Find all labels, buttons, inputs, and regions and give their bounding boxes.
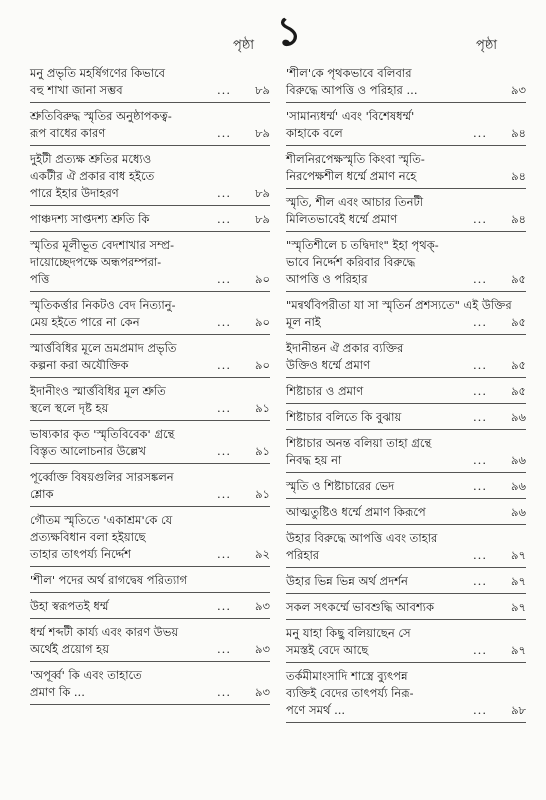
toc-leader-dots: ... — [473, 315, 487, 329]
toc-entry-text: উহার বিরুদ্ধে আপত্তি এবং তাহার — [286, 531, 438, 545]
toc-entry — [30, 234, 270, 292]
toc-entry — [30, 423, 270, 464]
toc-entry-last-line — [286, 409, 526, 426]
toc-entry-text: স্মার্ত্তবিধির মূলে ভ্রমপ্রমাদ প্রভৃতি — [30, 341, 177, 355]
toc-page-number: ৯৭ — [511, 643, 526, 657]
toc-entry-text: দুইটী প্রত্যক্ষ শ্রুতির মধ্যেও — [30, 152, 152, 166]
toc-entry-text: একটীর ঐ প্রকার বাধ হইতে — [30, 169, 155, 183]
toc-entry-text: 'শীল'কে পৃথকভাবে বলিবার — [286, 66, 412, 80]
toc-entry-last-line — [286, 357, 526, 374]
toc-entry-text: উহার ভিন্ন ভিন্ন অর্থ প্রদর্শন — [286, 574, 408, 588]
toc-entry-text: পত্তি — [30, 272, 50, 286]
toc-entry-text: স্মৃতি, শীল এবং আচার তিনটী — [286, 195, 424, 209]
page-header — [0, 0, 546, 60]
toc-entry-text: প্রমাণ কি ... — [30, 685, 85, 699]
toc-entry — [286, 234, 526, 292]
toc-leader-dots: ... — [217, 83, 231, 97]
toc-page-number: ৯৭ — [511, 548, 526, 562]
toc-entry — [30, 664, 270, 705]
toc-page-number: ৮৯ — [255, 126, 270, 140]
toc-leader-dots: ... — [217, 358, 231, 372]
toc-leader-dots: ... — [217, 186, 231, 200]
toc-entry-text: স্মৃতি ও শিষ্টাচারের ভেদ — [286, 479, 395, 493]
toc-page-number: ৯৭ — [511, 574, 526, 588]
toc-entry-text: "মন্বর্থবিপরীতা যা সা স্মৃতির্ন প্রশস্যতে" এই উক্তির — [286, 298, 512, 312]
toc-leader-dots: ... — [217, 212, 231, 226]
toc-leader-dots: ... — [473, 126, 487, 140]
toc-entry-text: পূর্ব্বোক্ত বিষয়গুলির সারসঙ্কলন — [30, 470, 174, 484]
toc-page-number: ৯০ — [255, 358, 270, 372]
toc-entry — [30, 62, 270, 103]
toc-page-number: ৯৪ — [511, 169, 526, 183]
toc-entry-text: 'সামান্যধর্ম্ম' এবং 'বিশেষধর্ম্ম' — [286, 109, 415, 123]
toc-entry-text: উক্তিও ধর্ম্মে প্রমাণ — [286, 358, 371, 372]
toc-entry-last-line — [30, 82, 270, 99]
toc-leader-dots: ... — [217, 401, 231, 415]
toc-page-number: ৯১ — [255, 444, 270, 458]
toc-entry — [286, 406, 526, 430]
header-page-label-left: পৃষ্ঠা — [233, 38, 255, 53]
toc-page-number: ৯৮ — [511, 703, 526, 717]
toc-entry-text: শিষ্টাচার বলিতে কি বুঝায় — [286, 410, 402, 424]
toc-entry — [286, 501, 526, 525]
toc-entry — [30, 380, 270, 421]
toc-entry-last-line — [286, 211, 526, 228]
toc-entry — [286, 596, 526, 620]
toc-entry — [30, 621, 270, 662]
toc-page-number: ৯৬ — [511, 479, 526, 493]
toc-entry-last-line — [30, 546, 270, 563]
right-column — [286, 62, 526, 725]
toc-entry-text: কল্পনা করা অযৌক্তিক — [30, 358, 129, 372]
toc-entry-text: ভাষ্যকার কৃত 'স্মৃতিবিবেক' গ্রন্থে — [30, 427, 175, 441]
toc-entry-text: নিরপেক্ষশীল ধর্ম্মে প্রমাণ নহে — [286, 169, 417, 183]
toc-page-number: ৯৩ — [255, 685, 270, 699]
toc-entry-text: প্রত্যক্ষবিধান বলা হইয়াছে — [30, 530, 146, 544]
toc-entry — [286, 432, 526, 473]
toc-page-number: ৯৫ — [511, 358, 526, 372]
toc-entry-last-line — [286, 599, 526, 616]
toc-entry — [30, 294, 270, 335]
toc-entry-last-line — [30, 641, 270, 658]
toc-entry-text: মিলিতভাবেই ধর্ম্মে প্রমাণ — [286, 212, 398, 226]
toc-entry — [286, 62, 526, 103]
toc-entry-last-line — [286, 573, 526, 590]
toc-entry — [286, 294, 526, 335]
toc-leader-dots: ... — [217, 599, 231, 613]
toc-entry-last-line — [30, 271, 270, 288]
toc-leader-dots: ... — [473, 358, 487, 372]
toc-leader-dots: ... — [217, 315, 231, 329]
toc-entry-last-line — [286, 125, 526, 142]
toc-entry — [30, 208, 270, 232]
toc-entry-text: "স্মৃতিশীলে চ তদ্বিদাং" ইহা পৃথক্- — [286, 238, 439, 252]
contents-columns — [30, 62, 526, 725]
toc-leader-dots: ... — [473, 212, 487, 226]
toc-entry-text: ভাবে নির্দ্দেশ করিবার বিরুদ্ধে — [286, 255, 416, 269]
toc-page-number: ৯৩ — [511, 83, 526, 97]
toc-entry-last-line — [286, 168, 526, 185]
toc-leader-dots: ... — [473, 272, 487, 286]
toc-entry-last-line — [30, 684, 270, 701]
toc-entry-text: ব্যক্তিই বেদের তাৎপর্য্য নিরূ- — [286, 686, 414, 700]
toc-entry — [30, 509, 270, 567]
toc-entry-text: বিস্তৃত আলোচনার উল্লেখ — [30, 444, 146, 458]
toc-leader-dots: ... — [473, 548, 487, 562]
toc-entry-last-line — [30, 125, 270, 142]
toc-page-number: ৯৫ — [511, 384, 526, 398]
toc-entry-text: শ্লোক — [30, 487, 54, 501]
toc-leader-dots: ... — [473, 574, 487, 588]
toc-entry-text: শীলনিরপেক্ষস্মৃতি কিংবা স্মৃতি- — [286, 152, 425, 166]
toc-entry-last-line — [286, 702, 526, 719]
toc-entry-text: অর্থেই প্রয়োগ হয় — [30, 642, 109, 656]
toc-entry-text: বহু শাখা জানা সম্ভব — [30, 83, 123, 97]
toc-entry-last-line — [286, 271, 526, 288]
toc-page-number: ৯২ — [255, 547, 270, 561]
toc-entry-last-line — [286, 383, 526, 400]
toc-entry-last-line — [286, 452, 526, 469]
toc-entry-last-line — [30, 598, 270, 615]
toc-leader-dots: ... — [217, 126, 231, 140]
toc-entry-last-line — [286, 547, 526, 564]
toc-entry-text: আপত্তি ও পরিহার — [286, 272, 368, 286]
toc-entry-last-line — [286, 642, 526, 659]
toc-entry-last-line — [30, 400, 270, 417]
toc-entry — [286, 380, 526, 404]
toc-entry — [30, 105, 270, 146]
toc-page-number: ৯৩ — [255, 642, 270, 656]
header-page-label-right: পৃষ্ঠা — [476, 38, 498, 53]
toc-entry-text: তাহার তাৎপর্য্য নির্দ্দেশ — [30, 547, 131, 561]
toc-entry-text: মনু যাহা কিছু বলিয়াছেন সে — [286, 626, 411, 640]
toc-entry-text: ইদানীন্তন ঐ প্রকার ব্যক্তির — [286, 341, 404, 355]
toc-entry-text: দায়োচ্ছেদপক্ষে অন্ধপরম্পরা- — [30, 255, 162, 269]
toc-entry — [30, 466, 270, 507]
toc-entry — [30, 569, 270, 593]
toc-entry-text: সকল সৎকর্ম্মে ভাবশুদ্ধি আবশ্যক — [286, 600, 435, 614]
toc-entry — [286, 527, 526, 568]
toc-entry-text: মনু প্রভৃতি মহর্ষিগণের কিভাবে — [30, 66, 166, 80]
toc-entry — [286, 191, 526, 232]
toc-entry-text: ধর্ম্ম শব্দটী কার্য্য এবং কারণ উভয় — [30, 625, 179, 639]
toc-page-number: ৯০ — [255, 315, 270, 329]
toc-entry-text: মূল নাই — [286, 315, 321, 329]
toc-entry-text: 'অপূর্ব্ব' কি এবং তাহাতে — [30, 668, 142, 682]
toc-entry-last-line — [286, 504, 526, 521]
toc-leader-dots: ... — [217, 547, 231, 561]
toc-entry-text: পণে সমর্থ ... — [286, 703, 346, 717]
toc-entry-text: ইদানীংও স্মার্ত্তবিধির মূল শ্রুতি — [30, 384, 166, 398]
toc-leader-dots: ... — [217, 642, 231, 656]
toc-entry — [286, 570, 526, 594]
toc-entry — [286, 105, 526, 146]
page-number: ১ — [276, 8, 302, 55]
toc-leader-dots: ... — [473, 453, 487, 467]
toc-entry-text: পারে ইহার উদাহরণ — [30, 186, 119, 200]
toc-entry-text: তর্কমীমাংসাদি শাস্ত্রে ব্যুৎপন্ন — [286, 669, 408, 683]
toc-page-number: ৯৩ — [255, 599, 270, 613]
toc-page-number: ৮৯ — [255, 186, 270, 200]
toc-entry-text: 'শীল' পদের অর্থ রাগদ্বেষ পরিত্যাগ — [30, 573, 188, 587]
left-column — [30, 62, 270, 725]
toc-entry-text: শিষ্টাচার ও প্রমাণ — [286, 384, 364, 398]
toc-entry-text: মেয় হইতে পারে না কেন — [30, 315, 140, 329]
toc-entry-text: রূপ বাধের কারণ — [30, 126, 106, 140]
toc-page-number: ৯৬ — [511, 453, 526, 467]
toc-entry-text: শিষ্টাচার অনন্ত বলিয়া তাহা গ্রন্থে — [286, 436, 432, 450]
toc-entry — [30, 148, 270, 206]
toc-entry — [286, 148, 526, 189]
toc-page-number: ৯১ — [255, 487, 270, 501]
toc-entry-last-line — [30, 314, 270, 331]
toc-entry-text: আত্মতুষ্টিও ধর্ম্মে প্রমাণ কিরূপে — [286, 505, 426, 519]
toc-page-number: ৮৯ — [255, 83, 270, 97]
toc-entry-last-line — [30, 357, 270, 374]
toc-entry — [286, 337, 526, 378]
toc-entry-last-line — [30, 443, 270, 460]
toc-leader-dots: ... — [473, 643, 487, 657]
toc-entry — [286, 475, 526, 499]
toc-page-number: ৯৬ — [511, 505, 526, 519]
toc-leader-dots: ... — [473, 384, 487, 398]
toc-page-number: ৯৫ — [511, 315, 526, 329]
toc-entry-text: পাঞ্চদশ্য সাপ্তদশ্য শ্রুতি কি — [30, 212, 150, 226]
toc-leader-dots: ... — [473, 479, 487, 493]
toc-page-number: ৯০ — [255, 272, 270, 286]
toc-entry — [30, 337, 270, 378]
toc-leader-dots: ... — [217, 444, 231, 458]
toc-entry-last-line — [30, 486, 270, 503]
toc-entry-text: স্থলে স্থলে দৃষ্ট হয় — [30, 401, 109, 415]
toc-entry-text: গৌতম স্মৃতিতে 'একাশ্রম'কে যে — [30, 513, 173, 527]
toc-entry-text: স্মৃতিকর্ত্তার নিকটও বেদ নিত্যানু- — [30, 298, 176, 312]
toc-entry-last-line — [286, 314, 526, 331]
toc-page-number: ৯৪ — [511, 126, 526, 140]
toc-entry — [286, 665, 526, 723]
toc-entry-text: কাহাকে বলে — [286, 126, 343, 140]
toc-page-number: ৯১ — [255, 401, 270, 415]
toc-page-number: ৯৪ — [511, 212, 526, 226]
toc-leader-dots: ... — [217, 487, 231, 501]
toc-entry-text: শ্রুতিবিরুদ্ধ স্মৃতির অনুষ্ঠাপকত্ব- — [30, 109, 172, 123]
toc-entry-last-line — [286, 82, 526, 99]
toc-page-number: ৯৬ — [511, 410, 526, 424]
toc-entry-text: নিবদ্ধ হয় না — [286, 453, 342, 467]
toc-entry-text: পরিহার — [286, 548, 320, 562]
toc-entry-last-line — [30, 211, 270, 228]
toc-entry — [286, 622, 526, 663]
toc-page-number: ৯৭ — [511, 600, 526, 614]
toc-leader-dots: ... — [217, 272, 231, 286]
toc-entry-last-line — [30, 185, 270, 202]
toc-entry-last-line — [286, 478, 526, 495]
toc-entry-text: বিরুদ্ধে আপত্তি ও পরিহার ... — [286, 83, 418, 97]
toc-entry-text: স্মৃতির মূলীভূত বেদশাখার সম্প্র- — [30, 238, 175, 252]
toc-leader-dots: ... — [217, 685, 231, 699]
toc-page-number: ৯৫ — [511, 272, 526, 286]
toc-entry-text: সমস্তই বেদে আছে — [286, 643, 369, 657]
toc-leader-dots: ... — [473, 410, 487, 424]
toc-entry — [30, 595, 270, 619]
toc-leader-dots: ... — [473, 703, 487, 717]
toc-page-number: ৮৯ — [255, 212, 270, 226]
toc-entry-text: উহা স্বরূপতই ধর্ম্ম — [30, 599, 109, 613]
toc-entry-last-line — [30, 572, 270, 589]
